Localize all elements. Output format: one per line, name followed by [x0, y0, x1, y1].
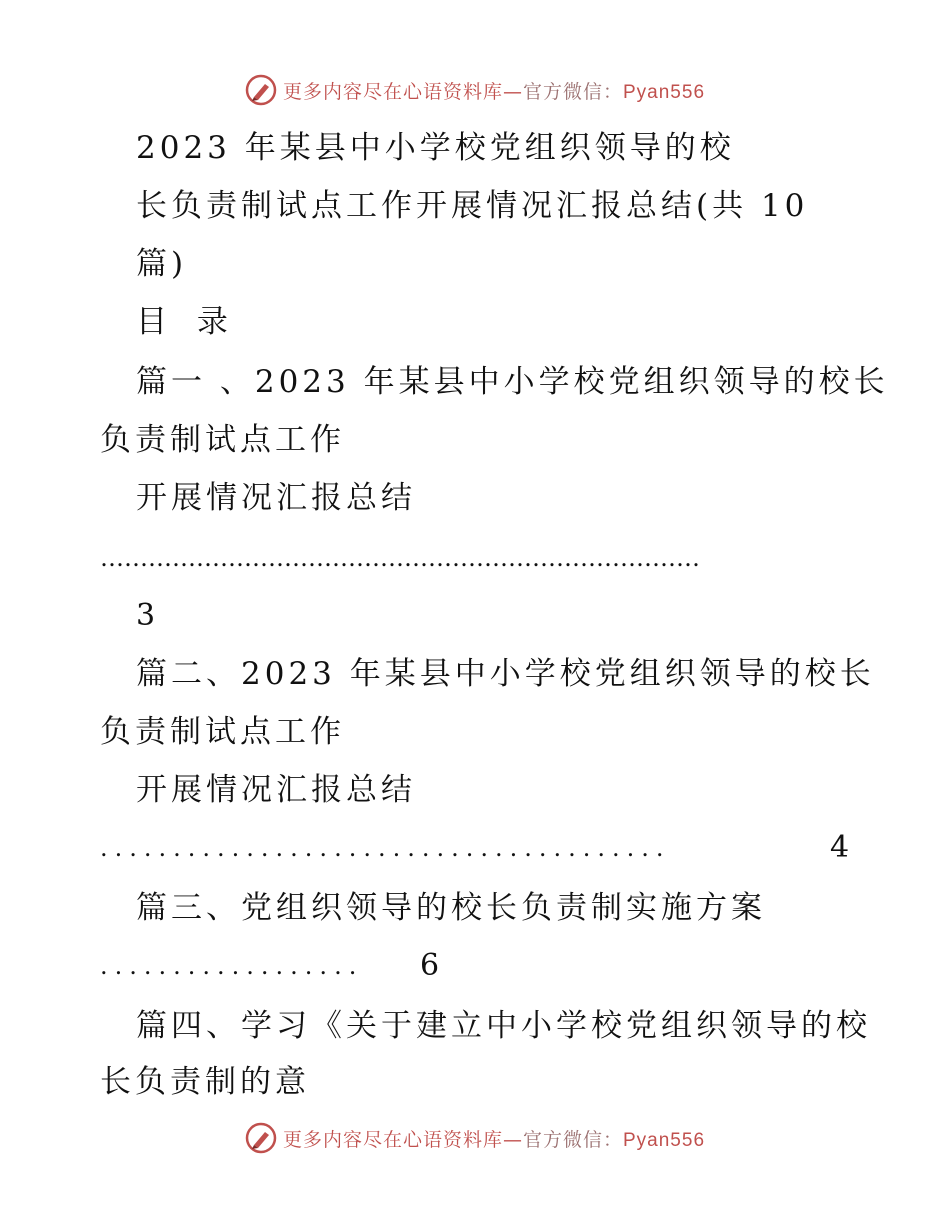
watermark-wechat-label: 官方微信： [522, 1128, 623, 1151]
toc-entry-3-page: 6 [420, 948, 440, 983]
pen-logo-icon [245, 1122, 277, 1154]
toc-entry-2-leader: ....................................... [100, 834, 671, 862]
doc-title-line-3: 篇) [136, 246, 188, 282]
watermark-text: 更多内容尽在心语资料库— [282, 1128, 523, 1151]
toc-entry-4-line-2: 长负责制的意 [100, 1064, 310, 1100]
toc-entry-1-page: 3 [136, 598, 156, 633]
watermark-wechat-id: Pyan556 [623, 81, 706, 103]
doc-title-line-2: 长负责制试点工作开展情况汇报总结(共 10 [136, 188, 809, 224]
header-watermark [0, 70, 950, 110]
toc-entry-1-line-1: 篇一 、2023 年某县中小学校党组织领导的校长 [136, 364, 889, 400]
pen-logo-icon [245, 74, 277, 106]
toc-entry-2-line-3: 开展情况汇报总结 [136, 772, 416, 808]
watermark-wechat-label: 官方微信： [522, 80, 623, 103]
toc-entry-4-line-1: 篇四、学习《关于建立中小学校党组织领导的校 [136, 1008, 871, 1044]
toc-entry-2-page: 4 [830, 830, 850, 865]
toc-entry-1-line-2: 负责制试点工作 [100, 422, 345, 458]
toc-entry-1-line-3: 开展情况汇报总结 [136, 480, 416, 516]
toc-entry-1-leader: ………………………………………………………………… [100, 544, 700, 572]
toc-entry-3-leader: .................. [100, 952, 364, 980]
footer-watermark [0, 1118, 950, 1158]
watermark-text: 更多内容尽在心语资料库— [282, 80, 523, 103]
watermark-wechat-id: Pyan556 [623, 1129, 706, 1151]
toc-entry-2-line-2: 负责制试点工作 [100, 714, 345, 750]
doc-title-line-1: 2023 年某县中小学校党组织领导的校 [136, 130, 735, 166]
toc-entry-3-line-1: 篇三、党组织领导的校长负责制实施方案 [136, 890, 766, 926]
toc-heading: 目 录 [136, 304, 238, 340]
toc-entry-2-line-1: 篇二、2023 年某县中小学校党组织领导的校长 [136, 656, 875, 692]
